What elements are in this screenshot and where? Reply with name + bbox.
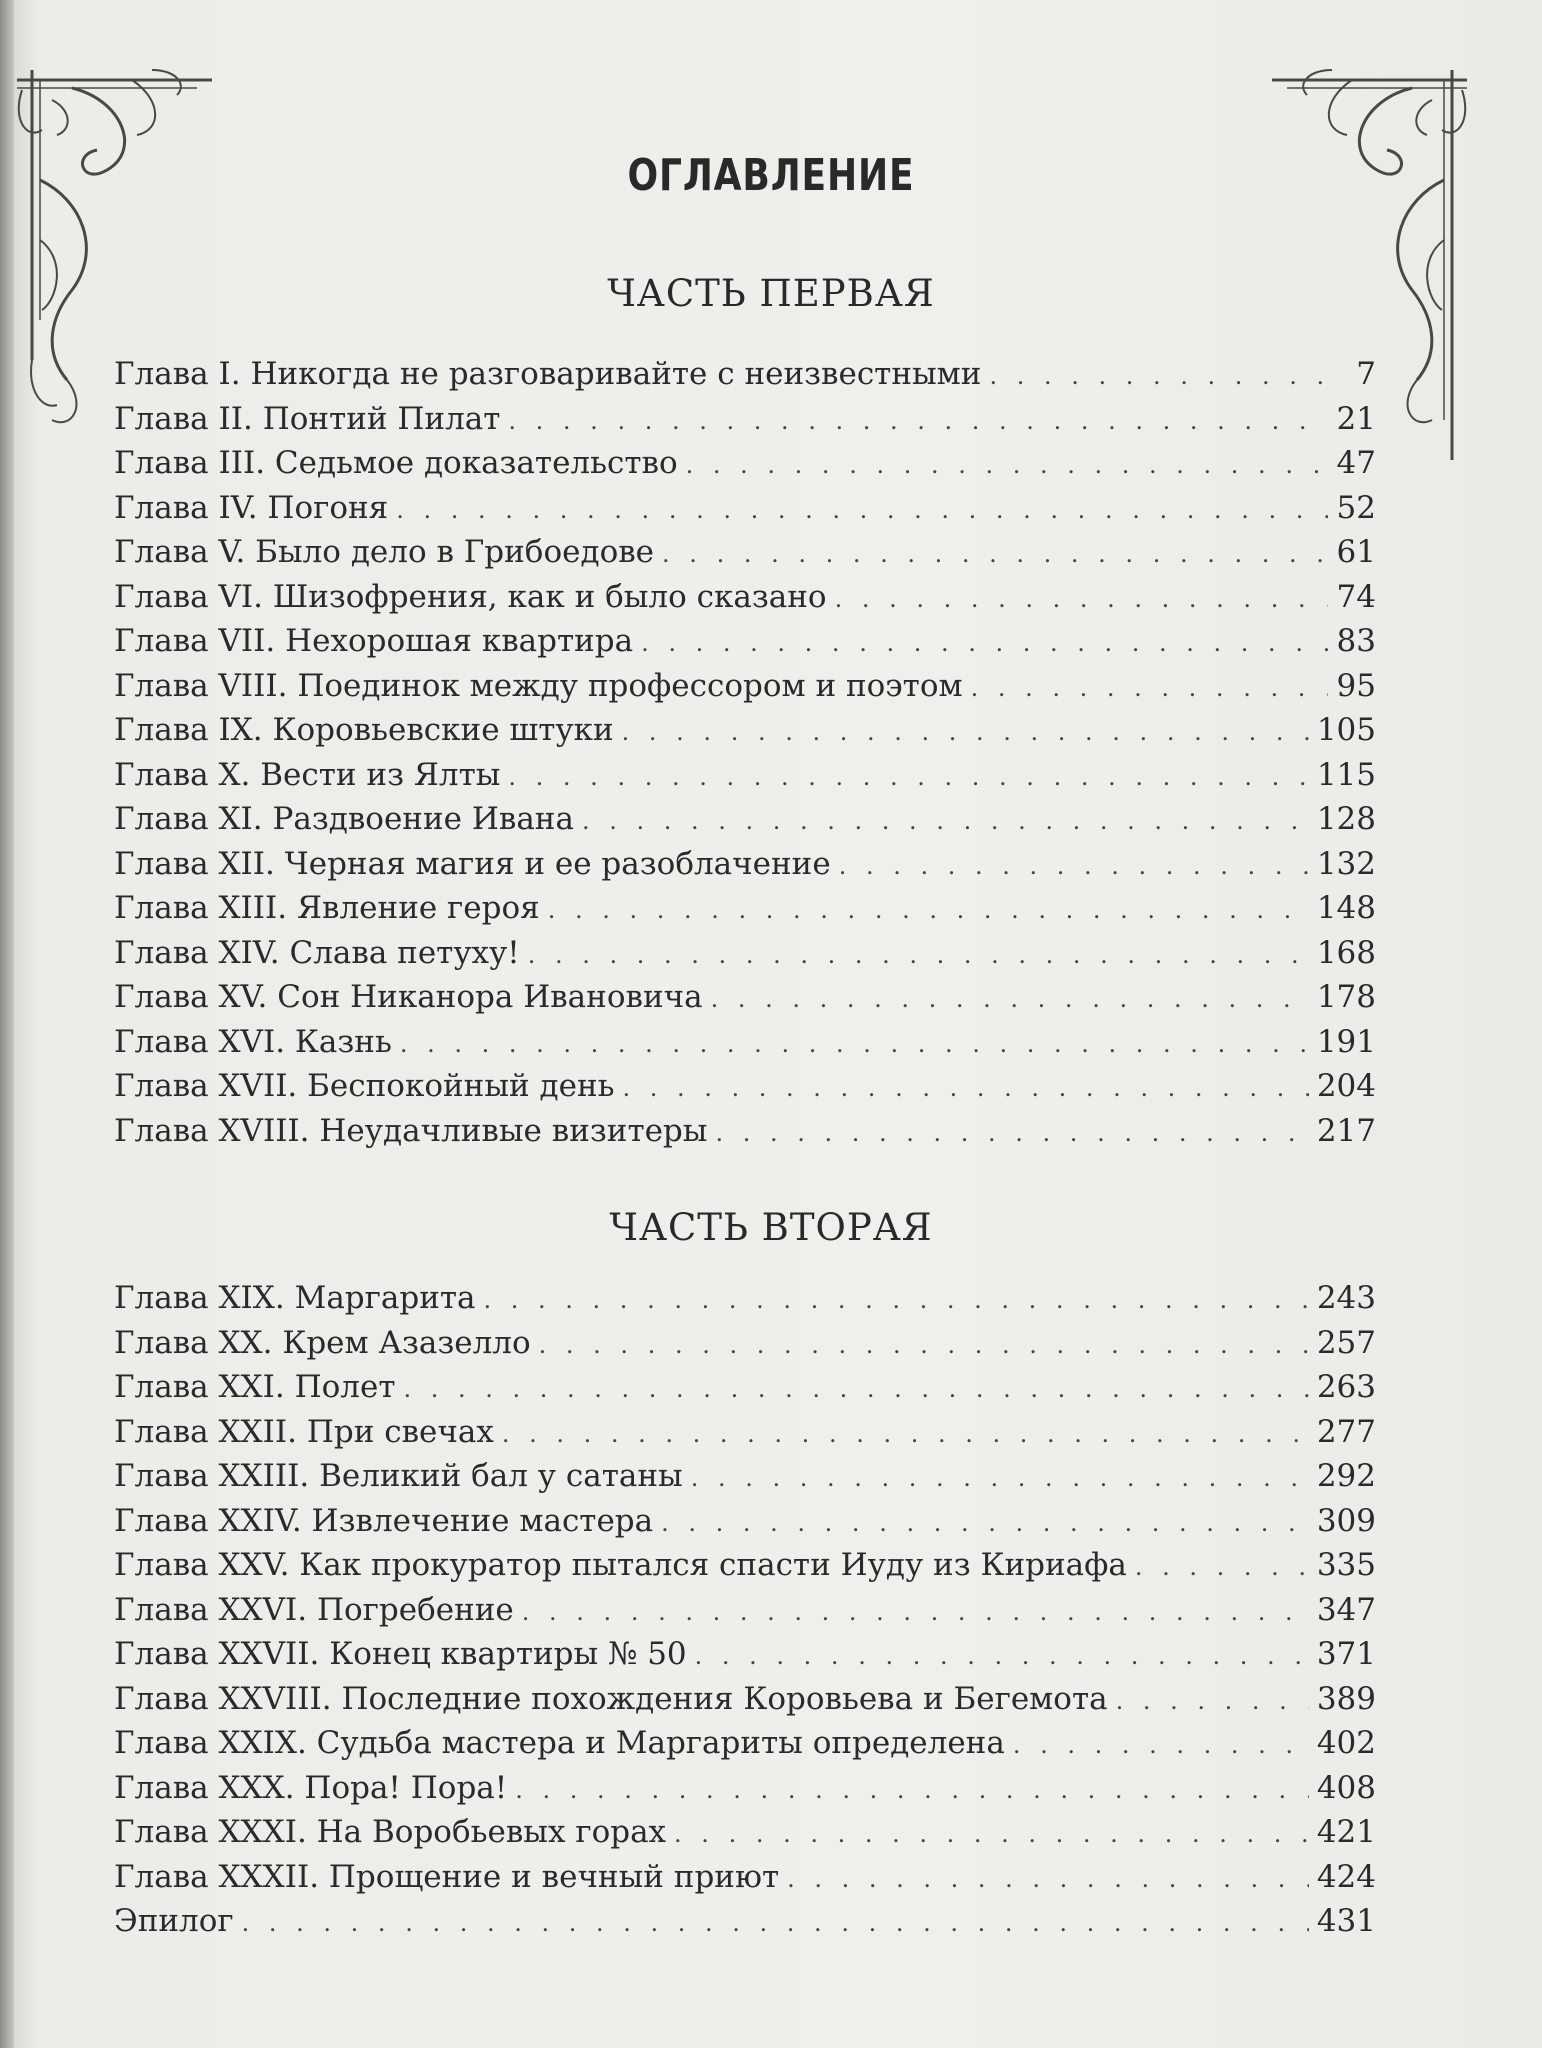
page-number: 309 <box>1316 1502 1376 1539</box>
toc-entry <box>114 575 1376 620</box>
dot-leader <box>539 1323 1309 1367</box>
toc-entry <box>114 975 1376 1020</box>
page-number: 204 <box>1316 1068 1376 1104</box>
dot-leader <box>622 710 1309 754</box>
toc-entry <box>114 1276 1376 1321</box>
page-number: 263 <box>1316 1369 1376 1405</box>
page-number: 335 <box>1316 1547 1376 1583</box>
toc-entry <box>114 1020 1376 1065</box>
page-number: 408 <box>1316 1769 1376 1806</box>
toc-entry <box>114 352 1376 397</box>
dot-leader <box>835 577 1328 621</box>
chapter-title: Эпилог <box>114 1903 234 1939</box>
dot-leader <box>515 1768 1309 1812</box>
toc-entry <box>114 1899 1376 1944</box>
toc-entry <box>114 619 1376 664</box>
toc-entry <box>114 1588 1376 1633</box>
chapter-title: Глава XIII. Явление героя <box>114 890 540 926</box>
chapter-title: Глава XXV. Как прокуратор пытался спасти Иуду из Кириафа <box>114 1547 1127 1583</box>
toc-entry <box>114 1855 1376 1900</box>
chapter-title: Глава XXIX. Судьба мастера и Маргариты определена <box>114 1725 1005 1761</box>
part-one-title: ЧАСТЬ ПЕРВАЯ <box>607 272 935 315</box>
dot-leader <box>1013 1723 1309 1767</box>
chapter-title: Глава IX. Коровьевские штуки <box>114 712 614 748</box>
toc-entry <box>114 1365 1376 1410</box>
dot-leader <box>695 1634 1309 1678</box>
toc-entry <box>114 1499 1376 1544</box>
page-number: 47 <box>1336 445 1376 481</box>
dot-leader <box>508 755 1308 799</box>
page-number: 132 <box>1316 845 1376 882</box>
dot-leader <box>686 443 1328 487</box>
dot-leader <box>674 1812 1309 1856</box>
dot-leader <box>522 1590 1309 1634</box>
toc-entry <box>114 931 1376 976</box>
dot-leader <box>1116 1679 1309 1723</box>
dot-leader <box>989 354 1328 398</box>
page-number: 52 <box>1336 489 1376 526</box>
page-number: 217 <box>1316 1112 1376 1149</box>
dot-leader <box>715 1111 1308 1155</box>
toc-entry <box>114 1543 1376 1588</box>
page-number: 292 <box>1316 1458 1376 1494</box>
dot-leader <box>396 488 1328 532</box>
page-title: ОГЛАВЛЕНИЕ <box>627 150 915 201</box>
chapter-title: Глава XXX. Пора! Пора! <box>114 1769 508 1806</box>
dot-leader <box>1135 1545 1309 1589</box>
part-two-title: ЧАСТЬ ВТОРАЯ <box>609 1206 933 1249</box>
chapter-title: Глава XX. Крем Азазелло <box>114 1324 531 1361</box>
page-number: 431 <box>1316 1903 1376 1939</box>
part-two-entries <box>114 1276 1376 1944</box>
dot-leader <box>403 1367 1308 1411</box>
page-number: 421 <box>1316 1814 1376 1850</box>
dot-leader <box>400 1022 1309 1066</box>
chapter-title: Глава XI. Раздвоение Ивана <box>114 801 574 837</box>
chapter-title: Глава VIII. Поединок между профессором и поэтом <box>114 667 963 704</box>
toc-entry <box>114 1064 1376 1109</box>
chapter-title: Глава IV. Погоня <box>114 489 389 526</box>
chapter-title: Глава XXVII. Конец квартиры № 50 <box>114 1636 687 1672</box>
toc-entry <box>114 1677 1376 1722</box>
page-number: 424 <box>1316 1858 1376 1895</box>
dot-leader <box>502 1412 1309 1456</box>
toc-entry <box>114 1410 1376 1455</box>
page-number: 105 <box>1316 712 1376 748</box>
chapter-title: Глава VII. Нехорошая квартира <box>114 623 634 659</box>
chapter-title: Глава XVII. Беспокойный день <box>114 1068 615 1104</box>
page-number: 95 <box>1336 667 1376 704</box>
dot-leader <box>528 933 1309 977</box>
toc-entry <box>114 1454 1376 1499</box>
part-one-entries <box>114 352 1376 1153</box>
page-number: 61 <box>1336 534 1376 570</box>
chapter-title: Глава XVI. Казнь <box>114 1023 392 1060</box>
dot-leader <box>787 1857 1309 1901</box>
page-number: 402 <box>1316 1725 1376 1761</box>
toc-entry <box>114 1810 1376 1855</box>
dot-leader <box>971 666 1328 710</box>
toc-entry <box>114 530 1376 575</box>
page-number: 74 <box>1336 578 1376 615</box>
page-number: 168 <box>1316 934 1376 971</box>
toc-entry <box>114 1632 1376 1677</box>
page-number: 128 <box>1316 801 1376 837</box>
toc-entry <box>114 664 1376 709</box>
page-number: 83 <box>1336 623 1376 659</box>
toc-entry <box>114 1721 1376 1766</box>
chapter-title: Глава V. Было дело в Грибоедове <box>114 534 655 570</box>
page-number: 277 <box>1316 1413 1376 1450</box>
toc-entry <box>114 441 1376 486</box>
dot-leader <box>622 1066 1308 1110</box>
page-number: 191 <box>1316 1023 1376 1060</box>
chapter-title: Глава XXVIII. Последние похождения Коровьева и Бегемота <box>114 1680 1108 1717</box>
toc-entry <box>114 842 1376 887</box>
dot-leader <box>548 888 1309 932</box>
chapter-title: Глава XXVI. Погребение <box>114 1591 514 1628</box>
page-number: 347 <box>1316 1591 1376 1628</box>
page-number: 7 <box>1356 356 1376 392</box>
toc-entry <box>114 886 1376 931</box>
toc-entry <box>114 708 1376 753</box>
toc-entry <box>114 797 1376 842</box>
toc-entry <box>114 397 1376 442</box>
dot-leader <box>662 532 1328 576</box>
chapter-title: Глава XXII. При свечах <box>114 1413 494 1450</box>
chapter-title: Глава II. Понтий Пилат <box>114 400 501 437</box>
chapter-title: Глава XVIII. Неудачливые визитеры <box>114 1112 708 1149</box>
dot-leader <box>242 1901 1309 1945</box>
page-number: 148 <box>1316 890 1376 926</box>
dot-leader <box>661 1501 1309 1545</box>
dot-leader <box>691 1456 1309 1500</box>
chapter-title: Глава XXXII. Прощение и вечный приют <box>114 1858 780 1895</box>
chapter-title: Глава XIX. Маргарита <box>114 1280 476 1316</box>
dot-leader <box>484 1278 1309 1322</box>
toc-entry <box>114 1766 1376 1811</box>
chapter-title: Глава X. Вести из Ялты <box>114 756 501 793</box>
page-number: 115 <box>1316 756 1376 793</box>
chapter-title: Глава XV. Сон Никанора Ивановича <box>114 979 703 1015</box>
chapter-title: Глава VI. Шизофрения, как и было сказано <box>114 578 827 615</box>
page-number: 257 <box>1316 1324 1376 1361</box>
chapter-title: Глава I. Никогда не разговаривайте с неизвестными <box>114 356 982 392</box>
chapter-title: Глава III. Седьмое доказательство <box>114 445 678 481</box>
toc-entry <box>114 486 1376 531</box>
page-number: 389 <box>1316 1680 1376 1717</box>
toc-entry <box>114 1109 1376 1154</box>
chapter-title: Глава XXIV. Извлечение мастера <box>114 1502 654 1539</box>
chapter-title: Глава XIV. Слава петуху! <box>114 934 520 971</box>
page-number: 371 <box>1316 1636 1376 1672</box>
toc-entry <box>114 1321 1376 1366</box>
dot-leader <box>508 399 1328 443</box>
chapter-title: Глава XXI. Полет <box>114 1369 396 1405</box>
chapter-title: Глава XII. Черная магия и ее разоблачение <box>114 845 831 882</box>
page-number: 21 <box>1336 400 1376 437</box>
page-number: 178 <box>1316 979 1376 1015</box>
chapter-title: Глава XXXI. На Воробьевых горах <box>114 1814 667 1850</box>
dot-leader <box>711 977 1309 1021</box>
page-number: 243 <box>1316 1280 1376 1316</box>
dot-leader <box>582 799 1309 843</box>
toc-entry <box>114 753 1376 798</box>
dot-leader <box>641 621 1328 665</box>
dot-leader <box>839 844 1309 888</box>
chapter-title: Глава XXIII. Великий бал у сатаны <box>114 1458 683 1494</box>
